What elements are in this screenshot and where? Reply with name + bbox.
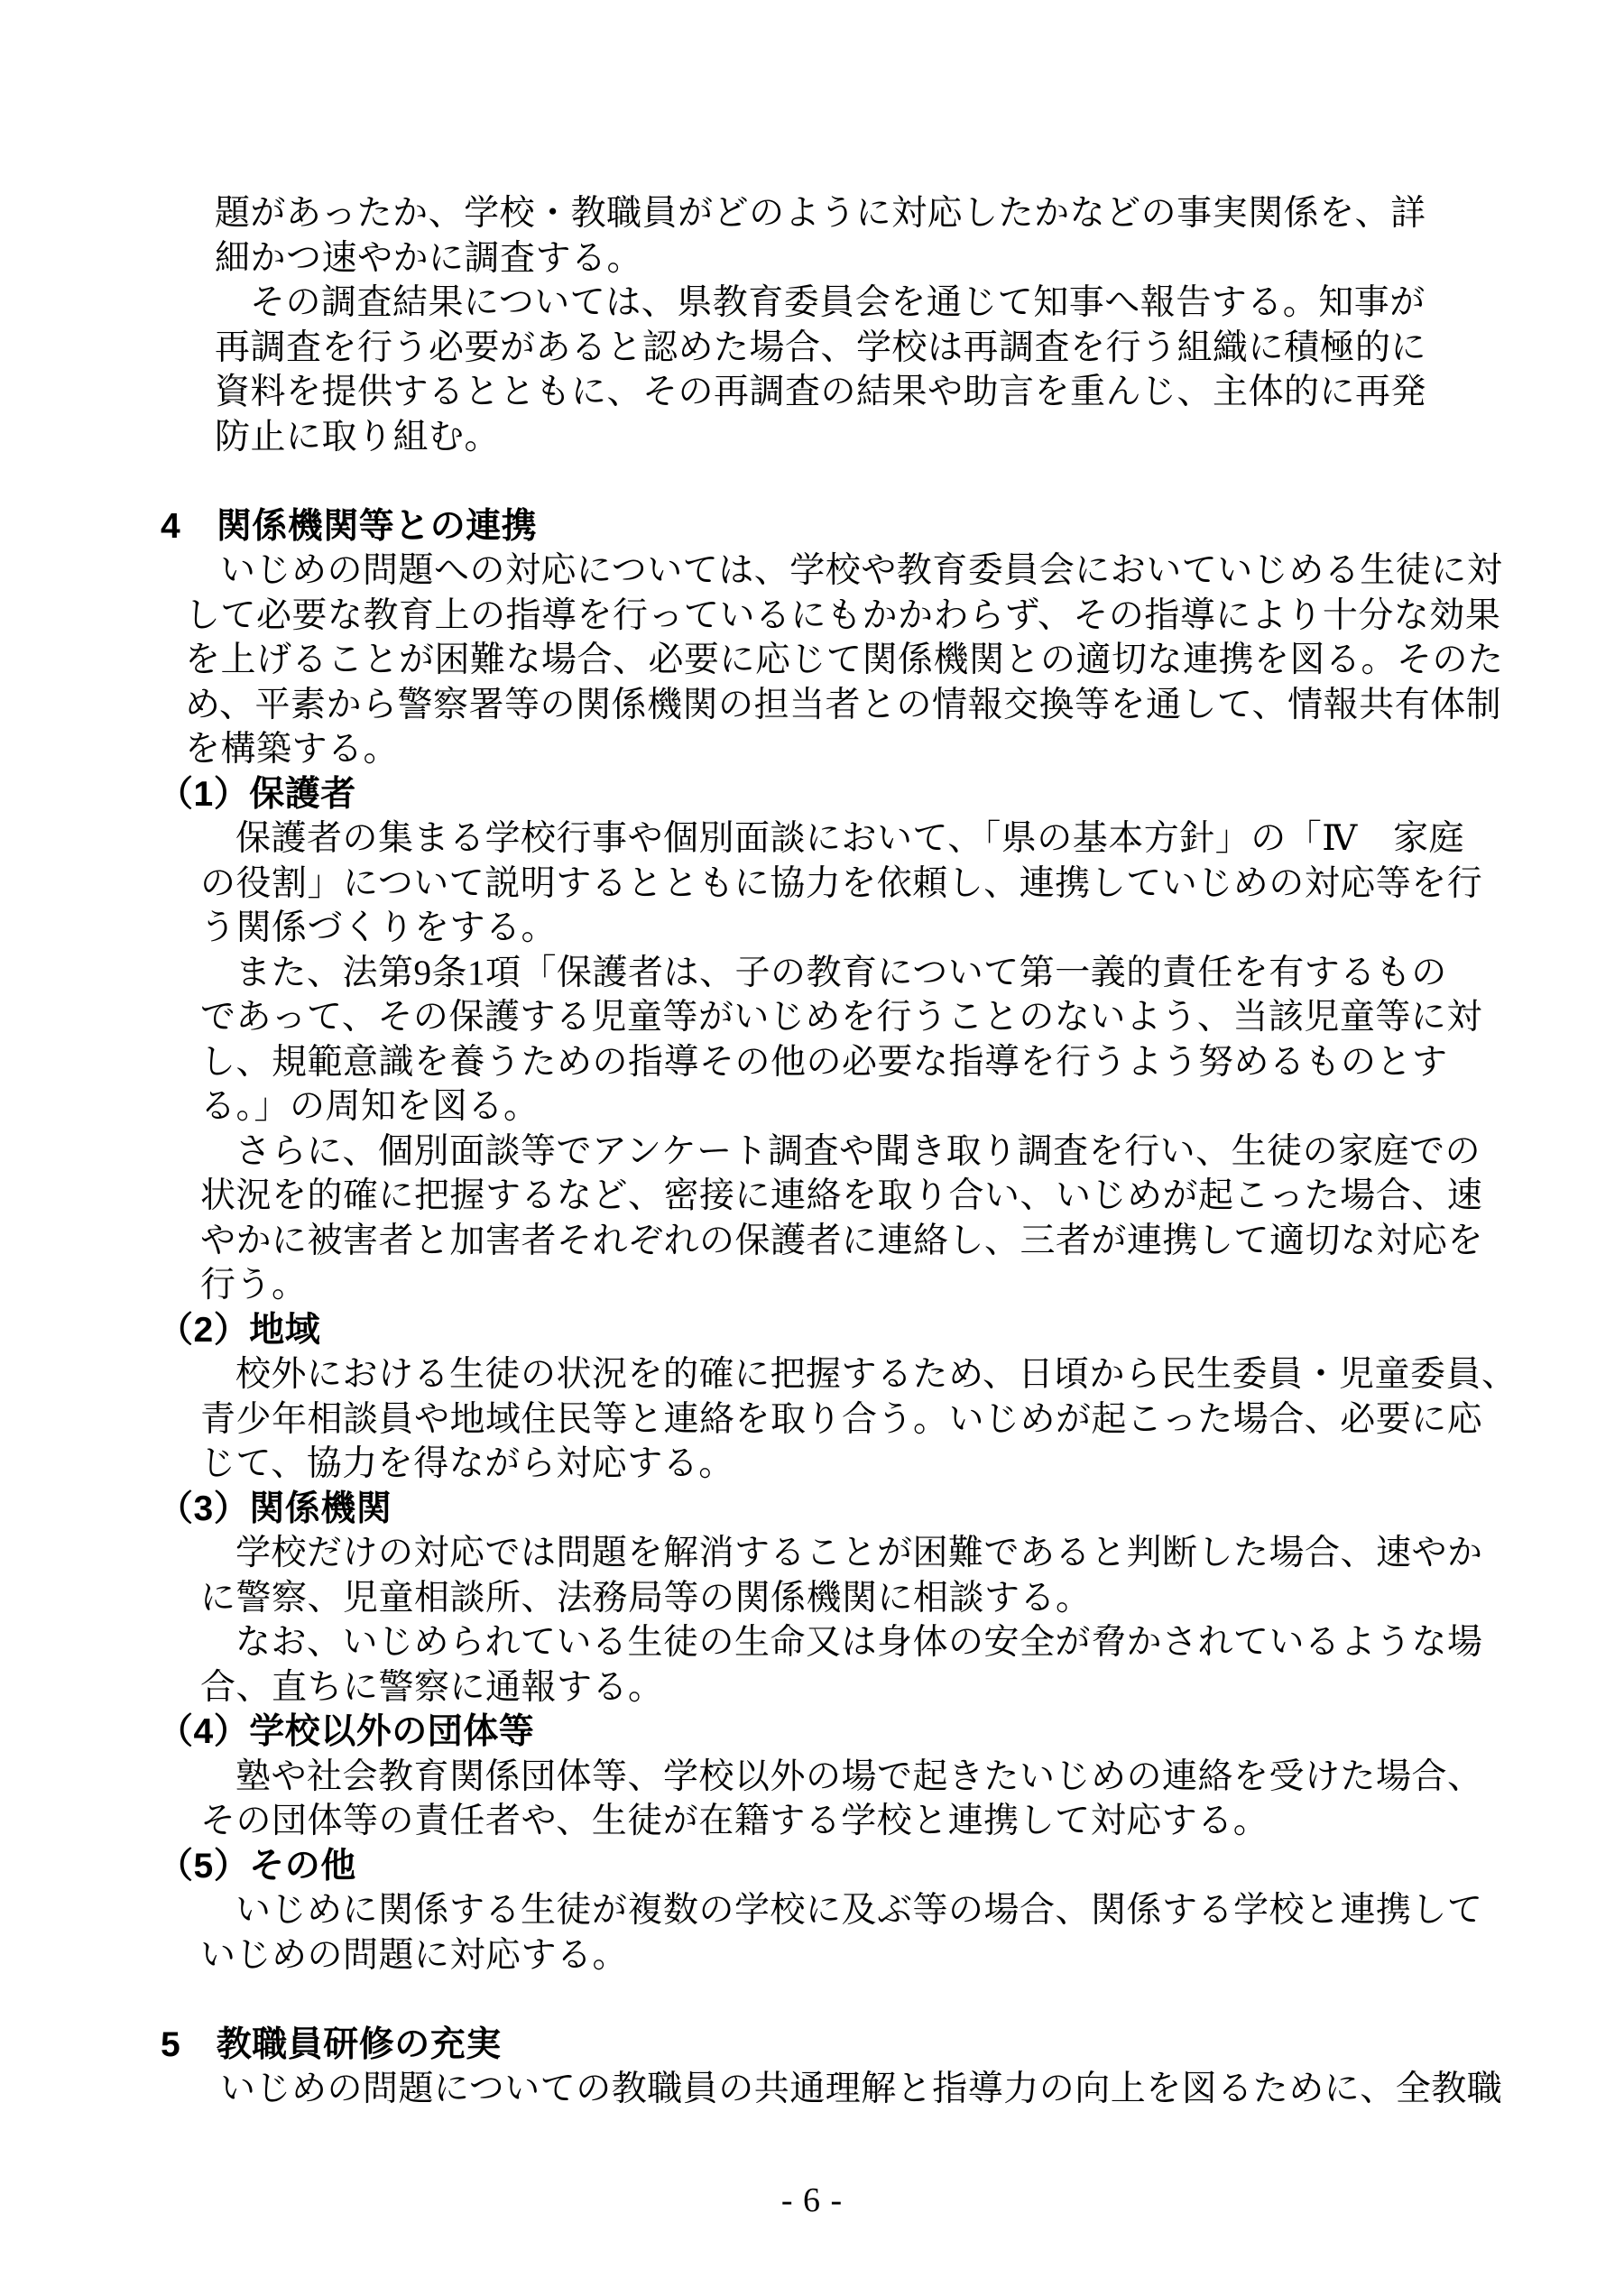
subsection-4-heading: （4）学校以外の団体等 xyxy=(158,1712,535,1751)
subsection-3-paragraph-1 xyxy=(0,1531,1624,1620)
text-line: その団体等の責任者や、生徒が在籍する学校と連携して対応する。 xyxy=(200,1802,1269,1840)
text-line: 行う。 xyxy=(200,1266,308,1305)
subsection-1-paragraph-3 xyxy=(0,1130,1624,1308)
document-page-body xyxy=(0,191,1624,2112)
blank-line xyxy=(0,1978,1624,2023)
text-line: 資料を提供するとともに、その再調査の結果や助言を重んじ、主体的に再発 xyxy=(215,373,1427,411)
text-line: う関係づくりをする。 xyxy=(200,908,558,947)
text-line: いじめの問題についての教職員の共通理解と指導力の向上を図るために、全教職 xyxy=(220,2070,1503,2108)
text-line: なお、いじめられている生徒の生命又は身体の安全が脅かされているような場 xyxy=(235,1623,1483,1662)
text-line: 学校だけの対応では問題を解消することが困難であると判断した場合、速やか xyxy=(235,1534,1483,1572)
subsection-1-heading: （1）保護者 xyxy=(158,774,356,814)
subsection-3-paragraph-2 xyxy=(0,1620,1624,1710)
subsection-5-paragraph-1 xyxy=(0,1888,1624,1978)
text-line: その調査結果については、県教育委員会を通じて知事へ報告する。知事が xyxy=(250,283,1426,322)
text-line: であって、その保護する児童等がいじめを行うことのないよう、当該児童等に対 xyxy=(200,998,1482,1037)
text-line: を構築する。 xyxy=(185,730,400,769)
subsection-4-paragraph-1 xyxy=(0,1755,1624,1844)
text-line: いじめに関係する生徒が複数の学校に及ぶ等の場合、関係する学校と連携して xyxy=(235,1891,1483,1930)
page-number: - 6 - xyxy=(780,2181,844,2219)
text-line: し、規範意識を養うための指導その他の必要な指導を行うよう努めるものとす xyxy=(200,1042,1448,1082)
text-line: に警察、児童相談所、法務局等の関係機関に相談する。 xyxy=(200,1578,1092,1618)
text-line: 保護者の集まる学校行事や個別面談において、「県の基本方針」の「Ⅳ 家庭 xyxy=(235,819,1465,858)
section-4-heading: 4 関係機関等との連携 xyxy=(161,506,538,546)
section-4-intro-paragraph xyxy=(0,549,1624,772)
text-line: また、法第9条1項「保護者は、子の教育について第一義的責任を有するもの xyxy=(235,953,1447,992)
text-line: 防止に取り組む。 xyxy=(215,417,501,456)
subsection-2-heading: （2）地域 xyxy=(158,1310,321,1350)
text-line: して必要な教育上の指導を行っているにもかかわらず、その指導により十分な効果 xyxy=(185,595,1501,635)
subsection-3-heading: （3）関係機関 xyxy=(158,1489,392,1528)
section-5-heading: 5 教職員研修の充実 xyxy=(161,2024,502,2064)
text-line: じて、協力を得ながら対応する。 xyxy=(200,1444,734,1483)
blank-line xyxy=(0,459,1624,504)
text-line: 題があったか、学校・教職員がどのように対応したかなどの事実関係を、詳 xyxy=(215,194,1426,233)
section-5-intro-paragraph xyxy=(0,2067,1624,2112)
text-line: 塾や社会教育関係団体等、学校以外の場で起きたいじめの連絡を受けた場合、 xyxy=(235,1757,1483,1796)
text-line: やかに被害者と加害者それぞれの保護者に連絡し、三者が連携して適切な対応を xyxy=(200,1221,1484,1260)
text-line: 青少年相談員や地域住民等と連絡を取り合う。いじめが起こった場合、必要に応 xyxy=(200,1399,1483,1439)
text-line: いじめの問題への対応については、学校や教育委員会においていじめる生徒に対 xyxy=(220,551,1503,590)
continued-paragraph xyxy=(0,191,1624,459)
text-line: 再調査を行う必要があると認めた場合、学校は再調査を行う組織に積極的に xyxy=(215,327,1427,367)
subsection-5-heading: （5）その他 xyxy=(158,1846,356,1886)
subsection-1-paragraph-1 xyxy=(0,816,1624,951)
subsection-2-paragraph-1 xyxy=(0,1352,1624,1487)
text-line: 細かつ速やかに調査する。 xyxy=(215,238,643,278)
text-line: め、平素から警察署等の関係機関の担当者との情報交換等を通して、情報共有体制 xyxy=(185,685,1502,724)
text-line: 状況を的確に把握するなど、密接に連絡を取り合い、いじめが起こった場合、速 xyxy=(200,1176,1483,1215)
text-line: の役割」について説明するとともに協力を依頼し、連携していじめの対応等を行 xyxy=(200,863,1483,903)
subsection-1-paragraph-2 xyxy=(0,951,1624,1130)
text-line: さらに、個別面談等でアンケート調査や聞き取り調査を行い、生徒の家庭での xyxy=(235,1131,1481,1171)
text-line: いじめの問題に対応する。 xyxy=(200,1935,629,1975)
text-line: る。」の周知を図る。 xyxy=(200,1087,540,1126)
text-line: を上げることが困難な場合、必要に応じて関係機関との適切な連携を図る。そのた xyxy=(185,641,1504,679)
text-line: 校外における生徒の状況を的確に把握するため、日頃から民生委員・児童委員、 xyxy=(235,1355,1518,1394)
text-line: 合、直ちに警察に通報する。 xyxy=(200,1667,664,1707)
